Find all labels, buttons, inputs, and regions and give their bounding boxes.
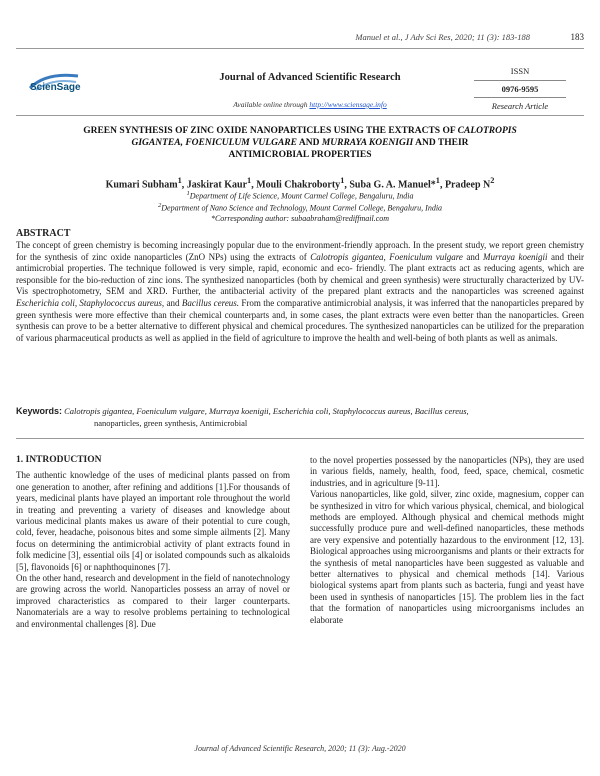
online-prefix: Available online through	[233, 100, 308, 109]
abstract-italic-3: Escherichia coli, Staphylococcus aureus,	[16, 297, 165, 308]
header-bottom-rule	[16, 115, 584, 116]
introduction-heading: 1. INTRODUCTION	[16, 455, 102, 465]
intro-paragraph-4: Various nanoparticles, like gold, silver, zinc oxide, magnesium, copper can be synthesized in vitro for which various physical, chemical, and biological methods are employed. Although physical and chemical methods might successfully produce pure and well-defined nanoparticles, these methods are very expensive and potentially hazardous to the environment [12, 13]. Biological approaches using microorganisms and plants or their extracts for the synthesis of metal nanoparticles have been suggested as valuable and better alternatives to physical and chemical methods [14]. Various biological systems apart from plants such as bacteria, fungi and yeast have been used in synthesis of nanoparticles [15]. The problem lies in the fact that the formation of nanoparticles using microorganisms includes an elaborate	[310, 489, 584, 625]
affiliation-2-text: Department of Nano Science and Technology, Mount Carmel College, Bengaluru, India	[161, 203, 443, 213]
author-5: Pradeep N	[444, 179, 491, 191]
page-number: 183	[570, 32, 584, 42]
sciensage-logo	[22, 66, 88, 106]
article-type: Research Article	[491, 101, 549, 111]
affiliation-1-text: Department of Life Science, Mount Carmel College, Bengaluru, India	[189, 191, 414, 201]
abstract-and-2: and	[166, 297, 180, 308]
title-line1: GREEN SYNTHESIS OF ZINC OXIDE NANOPARTICLES USING THE EXTRACTS OF	[83, 126, 456, 136]
title-line3: ANTIMICROBIAL PROPERTIES	[228, 150, 372, 160]
keywords-italic: Calotropis gigantea, Foeniculum vulgare, Murraya koenigii, Escherichia coli, Staphylococcus aureus, Bacillus cereus,	[64, 406, 469, 416]
page-footer: Journal of Advanced Scientific Research, 2020; 11 (3): Aug.-2020	[194, 744, 406, 753]
title-line2-italic-a: GIGANTEA, FOENICULUM VULGARE	[131, 138, 297, 148]
abstract-italic-2: Murraya koenigii	[482, 251, 548, 262]
keywords-label: Keywords:	[16, 406, 63, 416]
corresponding-author: *Corresponding author: subaabraham@rediffmail.com	[210, 214, 390, 223]
author-4-sup: 1	[435, 176, 440, 185]
abstract-and-1: and	[466, 251, 480, 262]
affiliation-1-sup: 1	[186, 190, 190, 197]
article-title	[40, 125, 560, 161]
keywords	[16, 406, 584, 429]
abstract-body	[16, 240, 584, 344]
running-head: Manuel et al., J Adv Sci Res, 2020; 11 (3): 183-188	[355, 32, 530, 42]
author-4: Suba G. A. Manuel*	[349, 179, 436, 191]
abstract-text-1: The concept of green chemistry is becoming increasingly popular due to the environment-friendly approach. In the present study, we report green chemistry for the synthesis of zinc oxide nanoparticles (ZnO NPs) using the extracts of	[16, 240, 584, 262]
abstract-text-3: From the comparative antimicrobial analysis, it was inferred that the nanoparticles prepared by green synthesis were more effective than their chemical counterparts and, in some cases, the plant extracts were even better than the nanoparticles. Green synthesis can prove to be a better alternative to different physical and chemical procedures. The synthesized nanoparticles can be utilized for the preparation of various pharmaceutical products as well as applied in the field of agriculture to improve the health and well-being of both plants as well as animals.	[16, 297, 585, 343]
author-3: Mouli Chakroborty	[256, 179, 341, 191]
author-2-sup: 1	[247, 176, 252, 185]
abstract-italic-4: Bacillus cereus.	[181, 297, 240, 308]
author-list: Kumari Subham$^1$, Jaskirat Kaur$^1$, Mouli Chakroborty$^1$, Suba G. A. Manuel*$^1$, Pradeep $N^2$	[105, 176, 495, 191]
header-rule	[16, 48, 584, 49]
logo-text: ScienSage	[30, 82, 81, 93]
affiliation-2-sup: 2	[157, 202, 162, 209]
abstract-text-2: and their antimicrobial properties. The technique followed is very simple, rapid, economic and eco- friendly. The plant extracts act as reducing agents, which are responsible for the bio-reduction of zinc ions. The synthesized nanoparticles (both by chemical and green synthesis) were structurally characterized by UV-Vis spectrophotometry, SEM and XRD. Further, the antibacterial activity of the prepared plant extracts and the nanoparticles was screened against	[16, 251, 585, 297]
intro-paragraph-1: The authentic knowledge of the uses of medicinal plants passed on from one generation to another, after refining and additions [1].For thousands of years, medicinal plants have played an important role throughout the world in treating and preventing a variety of diseases and knowledge about various medicinal plants makes us aware of their potential to cure cough, cold, fever, headache, poisonous bites and some simple ailments [2]. Many focus on determining the antimicrobial activity of plant extracts found in folk medicine [3], essential oils [4] or isolated compounds such as alkaloids [5], flavonoids [6] or naphthoquinones [7].	[16, 470, 290, 572]
author-5-sup: 2	[490, 176, 495, 185]
affiliation-1	[40, 190, 560, 201]
author-2: Jaskirat Kaur	[186, 179, 248, 191]
journal-name: Journal of Advanced Scientific Research	[219, 72, 401, 83]
author-1-sup: 1	[177, 176, 182, 185]
title-line1-italic: CALOTROPIS	[457, 126, 517, 136]
author-1: Kumari Subham	[105, 179, 178, 191]
issn-label: ISSN	[510, 66, 530, 76]
title-line2-and: AND	[298, 138, 320, 148]
title-line2-rest: AND THEIR	[415, 138, 469, 148]
right-column	[310, 455, 584, 626]
abstract-italic-1: Calotropis gigantea, Foeniculum vulgare	[310, 251, 463, 262]
online-availability	[200, 100, 420, 109]
intro-paragraph-3: to the novel properties possessed by the nanoparticles (NPs), they are used in various fields, namely, health, food, feed, space, chemical, cosmetic industries, and in agriculture [9-11].	[310, 455, 584, 488]
author-3-sup: 1	[340, 176, 345, 185]
keywords-rule	[16, 438, 584, 439]
affiliation-2	[40, 202, 560, 213]
issn-box	[474, 66, 566, 111]
abstract-heading: ABSTRACT	[16, 228, 71, 239]
keywords-plain: nanoparticles, green synthesis, Antimicrobial	[94, 417, 248, 428]
left-column	[16, 455, 290, 630]
journal-url-link[interactable]: http://www.sciensage.info	[309, 100, 387, 109]
intro-paragraph-2: On the other hand, research and development in the field of nanotechnology are growing across the world. Nanoparticles possess an array of novel or improved characteristics as compared to their larger counterparts. Nanomaterials are a way to resolve problems pertaining to technological and environmental challenges [8]. Due	[16, 573, 290, 629]
title-line2-italic-b: MURRAYA KOENIGII	[321, 138, 414, 148]
issn-value: 0976-9595	[474, 80, 566, 98]
